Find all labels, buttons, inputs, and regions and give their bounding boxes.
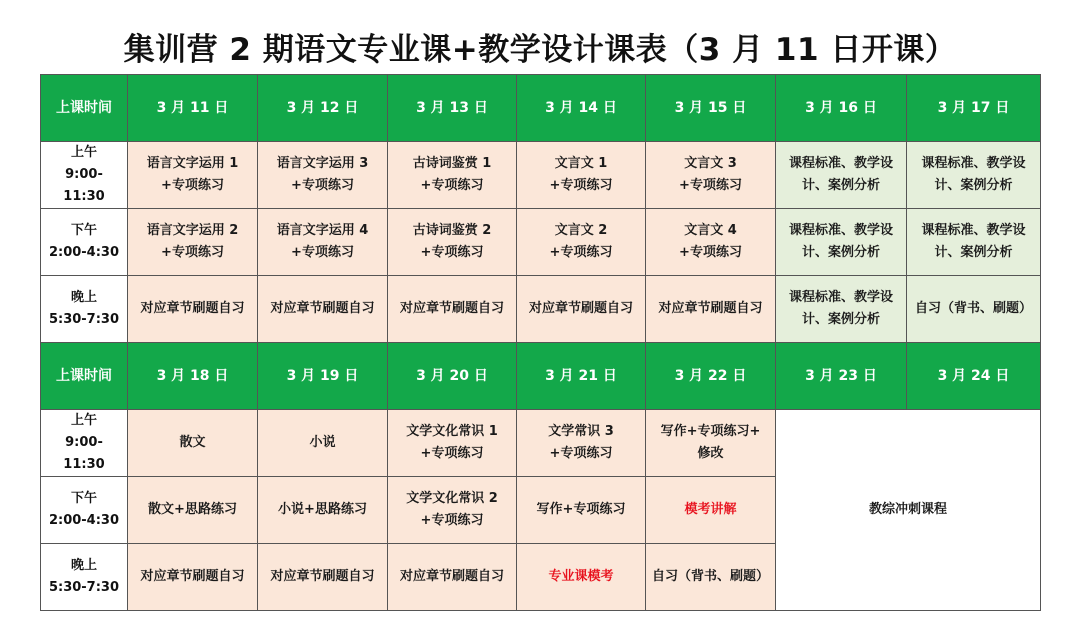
lesson-text: +专项练习 — [161, 245, 224, 260]
time-cell-ev — [41, 276, 128, 343]
lesson-cell — [517, 477, 646, 544]
lesson-cell — [258, 410, 388, 477]
lesson-text: 文学文化常识 2 — [406, 491, 498, 506]
lesson-cell — [907, 209, 1041, 276]
lesson-text: 课程标准、教学设 — [788, 290, 893, 305]
date-header: 3 月 17 日 — [907, 75, 1041, 142]
lesson-text: 古诗词鉴赏 2 — [412, 223, 492, 238]
lesson-cell — [517, 142, 646, 209]
merged-course-cell: 教综冲刺课程 — [776, 410, 1041, 611]
lesson-cell — [258, 544, 388, 611]
header-time-label: 上课时间 — [41, 75, 128, 142]
lesson-cell — [646, 477, 776, 544]
lesson-text: +专项练习 — [291, 245, 354, 260]
lesson-text: +专项练习 — [420, 513, 484, 528]
date-header: 3 月 24 日 — [907, 343, 1041, 410]
date-header: 3 月 18 日 — [128, 343, 258, 410]
lesson-text: 对应章节刷题自习 — [399, 301, 504, 316]
lesson-cell — [646, 209, 776, 276]
lesson-text: 对应章节刷题自习 — [270, 301, 375, 316]
lesson-text: 文学文化常识 1 — [406, 424, 498, 439]
lesson-text: +专项练习 — [420, 178, 484, 193]
time-period: 上午 — [70, 413, 97, 428]
lesson-cell — [258, 209, 388, 276]
lesson-cell — [258, 142, 388, 209]
date-header: 3 月 23 日 — [776, 343, 907, 410]
lesson-cell — [258, 276, 388, 343]
lesson-cell — [907, 276, 1041, 343]
lesson-text: 课程标准、教学设 — [921, 156, 1026, 171]
lesson-text: 写作+专项练习+ — [660, 424, 761, 439]
date-header: 3 月 13 日 — [388, 75, 517, 142]
lesson-text: 语言文字运用 4 — [276, 223, 369, 238]
lesson-text: 语言文字运用 1 — [146, 156, 239, 171]
lesson-text: +专项练习 — [420, 245, 484, 260]
lesson-text: 对应章节刷题自习 — [399, 569, 504, 584]
lesson-text: 对应章节刷题自习 — [270, 569, 375, 584]
header-time-label: 上课时间 — [41, 343, 128, 410]
lesson-cell — [646, 276, 776, 343]
lesson-text: 文言文 3 — [684, 156, 737, 171]
lesson-cell — [388, 477, 517, 544]
time-cell-ev — [41, 544, 128, 611]
lesson-text: 文学常识 3 — [548, 424, 614, 439]
lesson-text: 自习（背书、刷题） — [651, 569, 769, 584]
time-range: 5:30-7:30 — [48, 580, 120, 595]
lesson-text: 文言文 4 — [684, 223, 737, 238]
time-range: 9:00-11:30 — [63, 435, 105, 472]
lesson-cell — [646, 142, 776, 209]
schedule-table — [40, 74, 1041, 611]
schedule-row — [41, 209, 1041, 276]
header-row-week1 — [41, 75, 1041, 142]
time-cell-pm — [41, 209, 128, 276]
lesson-cell — [646, 544, 776, 611]
lesson-text: 专业课模考 — [548, 569, 614, 584]
lesson-text: +专项练习 — [161, 178, 224, 193]
lesson-cell — [517, 209, 646, 276]
time-period: 下午 — [70, 223, 97, 238]
lesson-text: 对应章节刷题自习 — [528, 301, 633, 316]
lesson-text: 课程标准、教学设 — [788, 156, 893, 171]
lesson-text: 写作+专项练习 — [536, 502, 626, 517]
lesson-cell — [388, 142, 517, 209]
lesson-text: 计、案例分析 — [934, 245, 1013, 260]
lesson-cell — [646, 410, 776, 477]
lesson-text: 课程标准、教学设 — [788, 223, 893, 238]
lesson-text: +专项练习 — [420, 446, 484, 461]
lesson-cell — [128, 544, 258, 611]
lesson-text: +专项练习 — [549, 178, 613, 193]
lesson-text: 计、案例分析 — [801, 245, 880, 260]
date-header: 3 月 19 日 — [258, 343, 388, 410]
date-header: 3 月 20 日 — [388, 343, 517, 410]
schedule-row — [41, 410, 1041, 477]
lesson-text: 语言文字运用 2 — [146, 223, 239, 238]
time-cell-am — [41, 142, 128, 209]
lesson-text: 计、案例分析 — [934, 178, 1013, 193]
date-header: 3 月 22 日 — [646, 343, 776, 410]
lesson-cell — [128, 477, 258, 544]
date-header: 3 月 14 日 — [517, 75, 646, 142]
lesson-cell — [517, 410, 646, 477]
schedule-row — [41, 276, 1041, 343]
lesson-text: 散文 — [179, 435, 206, 450]
time-range: 5:30-7:30 — [48, 312, 120, 327]
lesson-cell — [907, 142, 1041, 209]
lesson-cell — [776, 276, 907, 343]
time-period: 晚上 — [70, 558, 97, 573]
time-period: 下午 — [70, 491, 97, 506]
time-period: 上午 — [70, 145, 97, 160]
lesson-cell — [128, 276, 258, 343]
lesson-text: 对应章节刷题自习 — [658, 301, 763, 316]
lesson-cell — [388, 276, 517, 343]
lesson-text: 散文+思路练习 — [148, 502, 237, 517]
time-period: 晚上 — [70, 290, 97, 305]
lesson-cell — [388, 209, 517, 276]
lesson-cell — [776, 142, 907, 209]
lesson-cell — [128, 410, 258, 477]
lesson-cell — [517, 276, 646, 343]
schedule-row — [41, 142, 1041, 209]
time-range: 2:00-4:30 — [48, 513, 120, 528]
date-header: 3 月 16 日 — [776, 75, 907, 142]
lesson-cell — [388, 410, 517, 477]
lesson-text: 自习（背书、刷题） — [914, 301, 1032, 316]
lesson-text: 语言文字运用 3 — [276, 156, 369, 171]
lesson-cell — [258, 477, 388, 544]
lesson-text: 模考讲解 — [684, 502, 737, 517]
lesson-text: +专项练习 — [549, 446, 613, 461]
lesson-cell — [388, 544, 517, 611]
date-header: 3 月 15 日 — [646, 75, 776, 142]
lesson-text: 课程标准、教学设 — [921, 223, 1026, 238]
lesson-text: 小说+思路练习 — [278, 502, 367, 517]
lesson-text: 文言文 2 — [554, 223, 608, 238]
date-header: 3 月 21 日 — [517, 343, 646, 410]
time-cell-am — [41, 410, 128, 477]
lesson-text: 计、案例分析 — [801, 312, 880, 327]
lesson-text: +专项练习 — [679, 245, 742, 260]
lesson-text: 修改 — [697, 446, 724, 461]
lesson-cell — [776, 209, 907, 276]
lesson-text: +专项练习 — [679, 178, 742, 193]
lesson-text: 文言文 1 — [554, 156, 608, 171]
time-range: 9:00-11:30 — [63, 167, 105, 204]
lesson-text: 古诗词鉴赏 1 — [412, 156, 492, 171]
page-title: 集训营 2 期语文专业课+教学设计课表（3 月 11 日开课） — [123, 32, 957, 68]
date-header: 3 月 12 日 — [258, 75, 388, 142]
time-cell-pm — [41, 477, 128, 544]
date-header: 3 月 11 日 — [128, 75, 258, 142]
time-range: 2:00-4:30 — [48, 245, 120, 260]
header-row-week2 — [41, 343, 1041, 410]
lesson-text: +专项练习 — [549, 245, 613, 260]
lesson-cell — [128, 142, 258, 209]
lesson-text: 计、案例分析 — [801, 178, 880, 193]
lesson-text: 对应章节刷题自习 — [140, 569, 245, 584]
lesson-text: +专项练习 — [291, 178, 354, 193]
lesson-cell — [128, 209, 258, 276]
lesson-text: 对应章节刷题自习 — [140, 301, 245, 316]
lesson-cell — [517, 544, 646, 611]
lesson-text: 小说 — [309, 435, 336, 450]
